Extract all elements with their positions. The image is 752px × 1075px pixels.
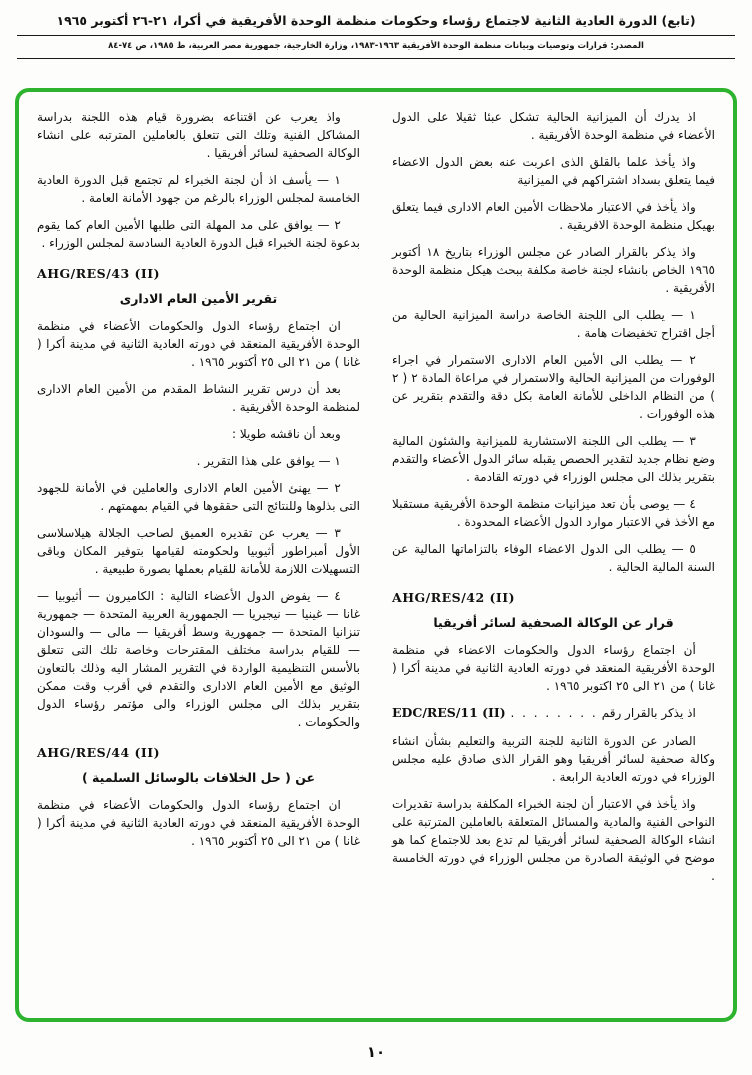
paragraph: ٢ — يهنئ الأمين العام الادارى والعاملين في الأمانة للجهود التى بذلوها وللنتائج التى حققوها في القيام بمهمتهم .	[37, 481, 360, 513]
header-source-line: المصدر: قرارات وتوصيات وبيانات منظمة الوحدة الأفريقية ١٩٦٣-١٩٨٣، وزارة الخارجية، جمهورية مصر العربية، ط ١٩٨٥، ص ٧٤-٨٤	[108, 41, 644, 51]
paragraph: وبعد أن ناقشه طويلا :	[232, 427, 341, 441]
paragraph: ٢ — يطلب الى الأمين العام الادارى الاستمرار في اجراء الوفورات من الميزانية الحالية والاستمرار في مراعاة المادة ٢ ( ٢ ) من النظام الداخلى للأمانة العامة بكل دقة والتقدم بتقرير عن هذه الوفورات .	[392, 353, 716, 421]
paragraph: ان اجتماع رؤساء الدول والحكومات الأعضاء في منظمة الوحدة الأفريقية المنعقد في دورته العادية الثانية في مدينة أكرا ( غانا ) من ٢١ الى ٢٥ أكتوبر ١٩٦٥ .	[37, 319, 360, 369]
header-divider-top	[17, 35, 735, 36]
section-heading: عن ( حل الخلافات بالوسائل السلمية )	[81, 770, 316, 785]
paragraph: ٥ — يطلب الى الدول الاعضاء الوفاء بالتزاماتها المالية عن السنة المالية الحالية .	[392, 542, 715, 574]
dotted-leader: . . . . . . . .	[510, 706, 598, 720]
paragraph: واذ يأخذ في الاعتبار ملاحظات الأمين العام الادارى فيما يتعلق بهيكل منظمة الوحدة الافريقية .	[392, 200, 715, 232]
resolution-code: AHG/RES/42 (II)	[392, 590, 516, 605]
resolution-code: AHG/RES/43 (II)	[37, 266, 161, 281]
header-divider-bottom	[17, 58, 735, 59]
paragraph: ٣ — يعرب عن تقديره العميق لصاحب الجلالة هيلاسلاسى الأول أمبراطور أثيوبيا ولحكومته لقيامها بتوفير المكان وباقى التسهيلات اللازمة للأمانة للقيام بعملها بصورة طبيعية .	[37, 526, 360, 576]
page-header	[0, 0, 752, 59]
header-title: (تابع) الدورة العادية الثانية لاجتماع رؤساء وحكومات منظمة الوحدة الأفريقية في أكرا، ٢١-٢٦ أكتوبر ١٩٦٥	[56, 13, 696, 28]
paragraph: ١ — يطلب الى اللجنة الخاصة دراسة الميزانية الحالية من أجل اقتراح تخفيضات هامة .	[392, 308, 715, 340]
paragraph-text: اذ يذكر بالقرار رقم	[601, 706, 696, 720]
resolution-code: EDC/RES/11 (II)	[392, 705, 506, 720]
paragraph: ٢ — يوافق على مد المهلة التى طلبها الأمين العام كما يقوم بدعوة لجنة الخبراء قبل الدورة العادية السادسة لمجلس الوزراء .	[37, 218, 360, 250]
paragraph: واذ يذكر بالقرار الصادر عن مجلس الوزراء بتاريخ ١٨ أكتوبر ١٩٦٥ الخاص بانشاء لجنة خاصة مكلفة ببحث هيكل منظمة الوحدة الأفريقية .	[392, 245, 715, 295]
paragraph: أن اجتماع رؤساء الدول والحكومات الاعضاء في منظمة الوحدة الأفريقية المنعقد في دورته العادية الثانية في مدينة أكرا ( غانا ) من ٢١ الى ٢٥ اكتوبر ١٩٦٥ .	[392, 643, 715, 693]
paragraph: ١ — يوافق على هذا التقرير .	[196, 454, 341, 468]
paragraph: ان اجتماع رؤساء الدول والحكومات الأعضاء في منظمة الوحدة الأفريقية المنعقد في دورته العادية الثانية في مدينة أكرا ( غانا ) من ٢١ الى ٢٥ أكتوبر ١٩٦٥ .	[37, 798, 360, 848]
paragraph: اذ يدرك أن الميزانية الحالية تشكل عبئا ثقيلا على الدول الأعضاء في منظمة الوحدة الأفريقية .	[392, 110, 715, 142]
paragraph: واذ يعرب عن اقتناعه بضرورة قيام هذه اللجنة بدراسة المشاكل الفنية وتلك التى تتعلق بالعاملين المترتبه على انشاء الوكالة الصحفية لسائر أفريقيا .	[37, 110, 360, 160]
content-border-frame	[15, 88, 737, 1022]
paragraph: بعد أن درس تقرير النشاط المقدم من الأمين العام الادارى لمنظمة الوحدة الأفريقية .	[37, 382, 360, 414]
paragraph: ٤ — يفوض الدول الأعضاء التالية : الكاميرون — أثيوبيا — غانا — غينيا — نيجيريا — الجمهورية العربية المتحدة — جمهورية تنزانيا المتحدة — جمهورية وسط أفريقيا — مالى — والسودان — للقيام بدراسة مختلف المقترحات وخاصة تلك التى تتعلق بالأسس التنظيمية الواردة في التقرير المشار اليه وذلك بالتعاون الوثيق مع الأمين العام الادارى والتقدم في أقرب وقت ممكن بتقرير بذلك الى مجلس الوزراء والى مؤتمر رؤساء الدول والحكومات .	[37, 589, 360, 729]
column-left	[37, 108, 360, 1008]
paragraph: ١ — يأسف اذ أن لجنة الخبراء لم تجتمع قبل الدورة العادية الخامسة لمجلس الوزراء بالرغم من جهود الأمانة العامة .	[37, 173, 360, 205]
paragraph: الصادر عن الدورة الثانية للجنة التربية والتعليم بشأن انشاء وكالة صحفية لسائر أفريقيا وهو القرار الذى صادق عليه مجلس الوزراء في دورته العادية الرابعة .	[392, 733, 715, 784]
text-columns	[37, 108, 715, 1008]
paragraph: واذ يأخذ في الاعتبار أن لجنة الخبراء المكلفة بدراسة تقديرات النواحى الفنية والمادية والمسائل المتعلقة بالعاملين المترتبة على انشاء الوكالة الصحفية لسائر أفريقيا لم تدع بعد للاجتماع كما هو موضح في الوثيقة الصادرة من مجلس الوزراء في دورته الخامسة .	[392, 796, 715, 883]
section-heading: تقرير الأمين العام الادارى	[119, 291, 278, 306]
paragraph: واذ يأخذ علما بالقلق الذى اعربت عنه بعض الدول الاعضاء فيما يتعلق بسداد اشتراكهم في الميزانية	[392, 155, 715, 187]
resolution-code: AHG/RES/44 (II)	[37, 745, 161, 760]
paragraph: ٤ — يوصى بأن تعد ميزانيات منظمة الوحدة الأفريقية مستقبلا مع الأخذ في الاعتبار موارد الدول الأعضاء المحدودة .	[392, 497, 715, 529]
paragraph: ٣ — يطلب الى اللجنة الاستشارية للميزانية والشئون المالية وضع نظام جديد لتقدير الحصص يقبله سائر الدول الأعضاء والتقدم بتقرير بذلك الى مجلس الوزراء في دورته القادمة .	[392, 434, 715, 484]
column-right	[392, 108, 715, 1008]
page-number: ١٠	[366, 1043, 386, 1061]
section-heading: قرار عن الوكالة الصحفية لسائر أفريقيا	[433, 615, 674, 630]
paragraph-with-code	[392, 704, 715, 723]
